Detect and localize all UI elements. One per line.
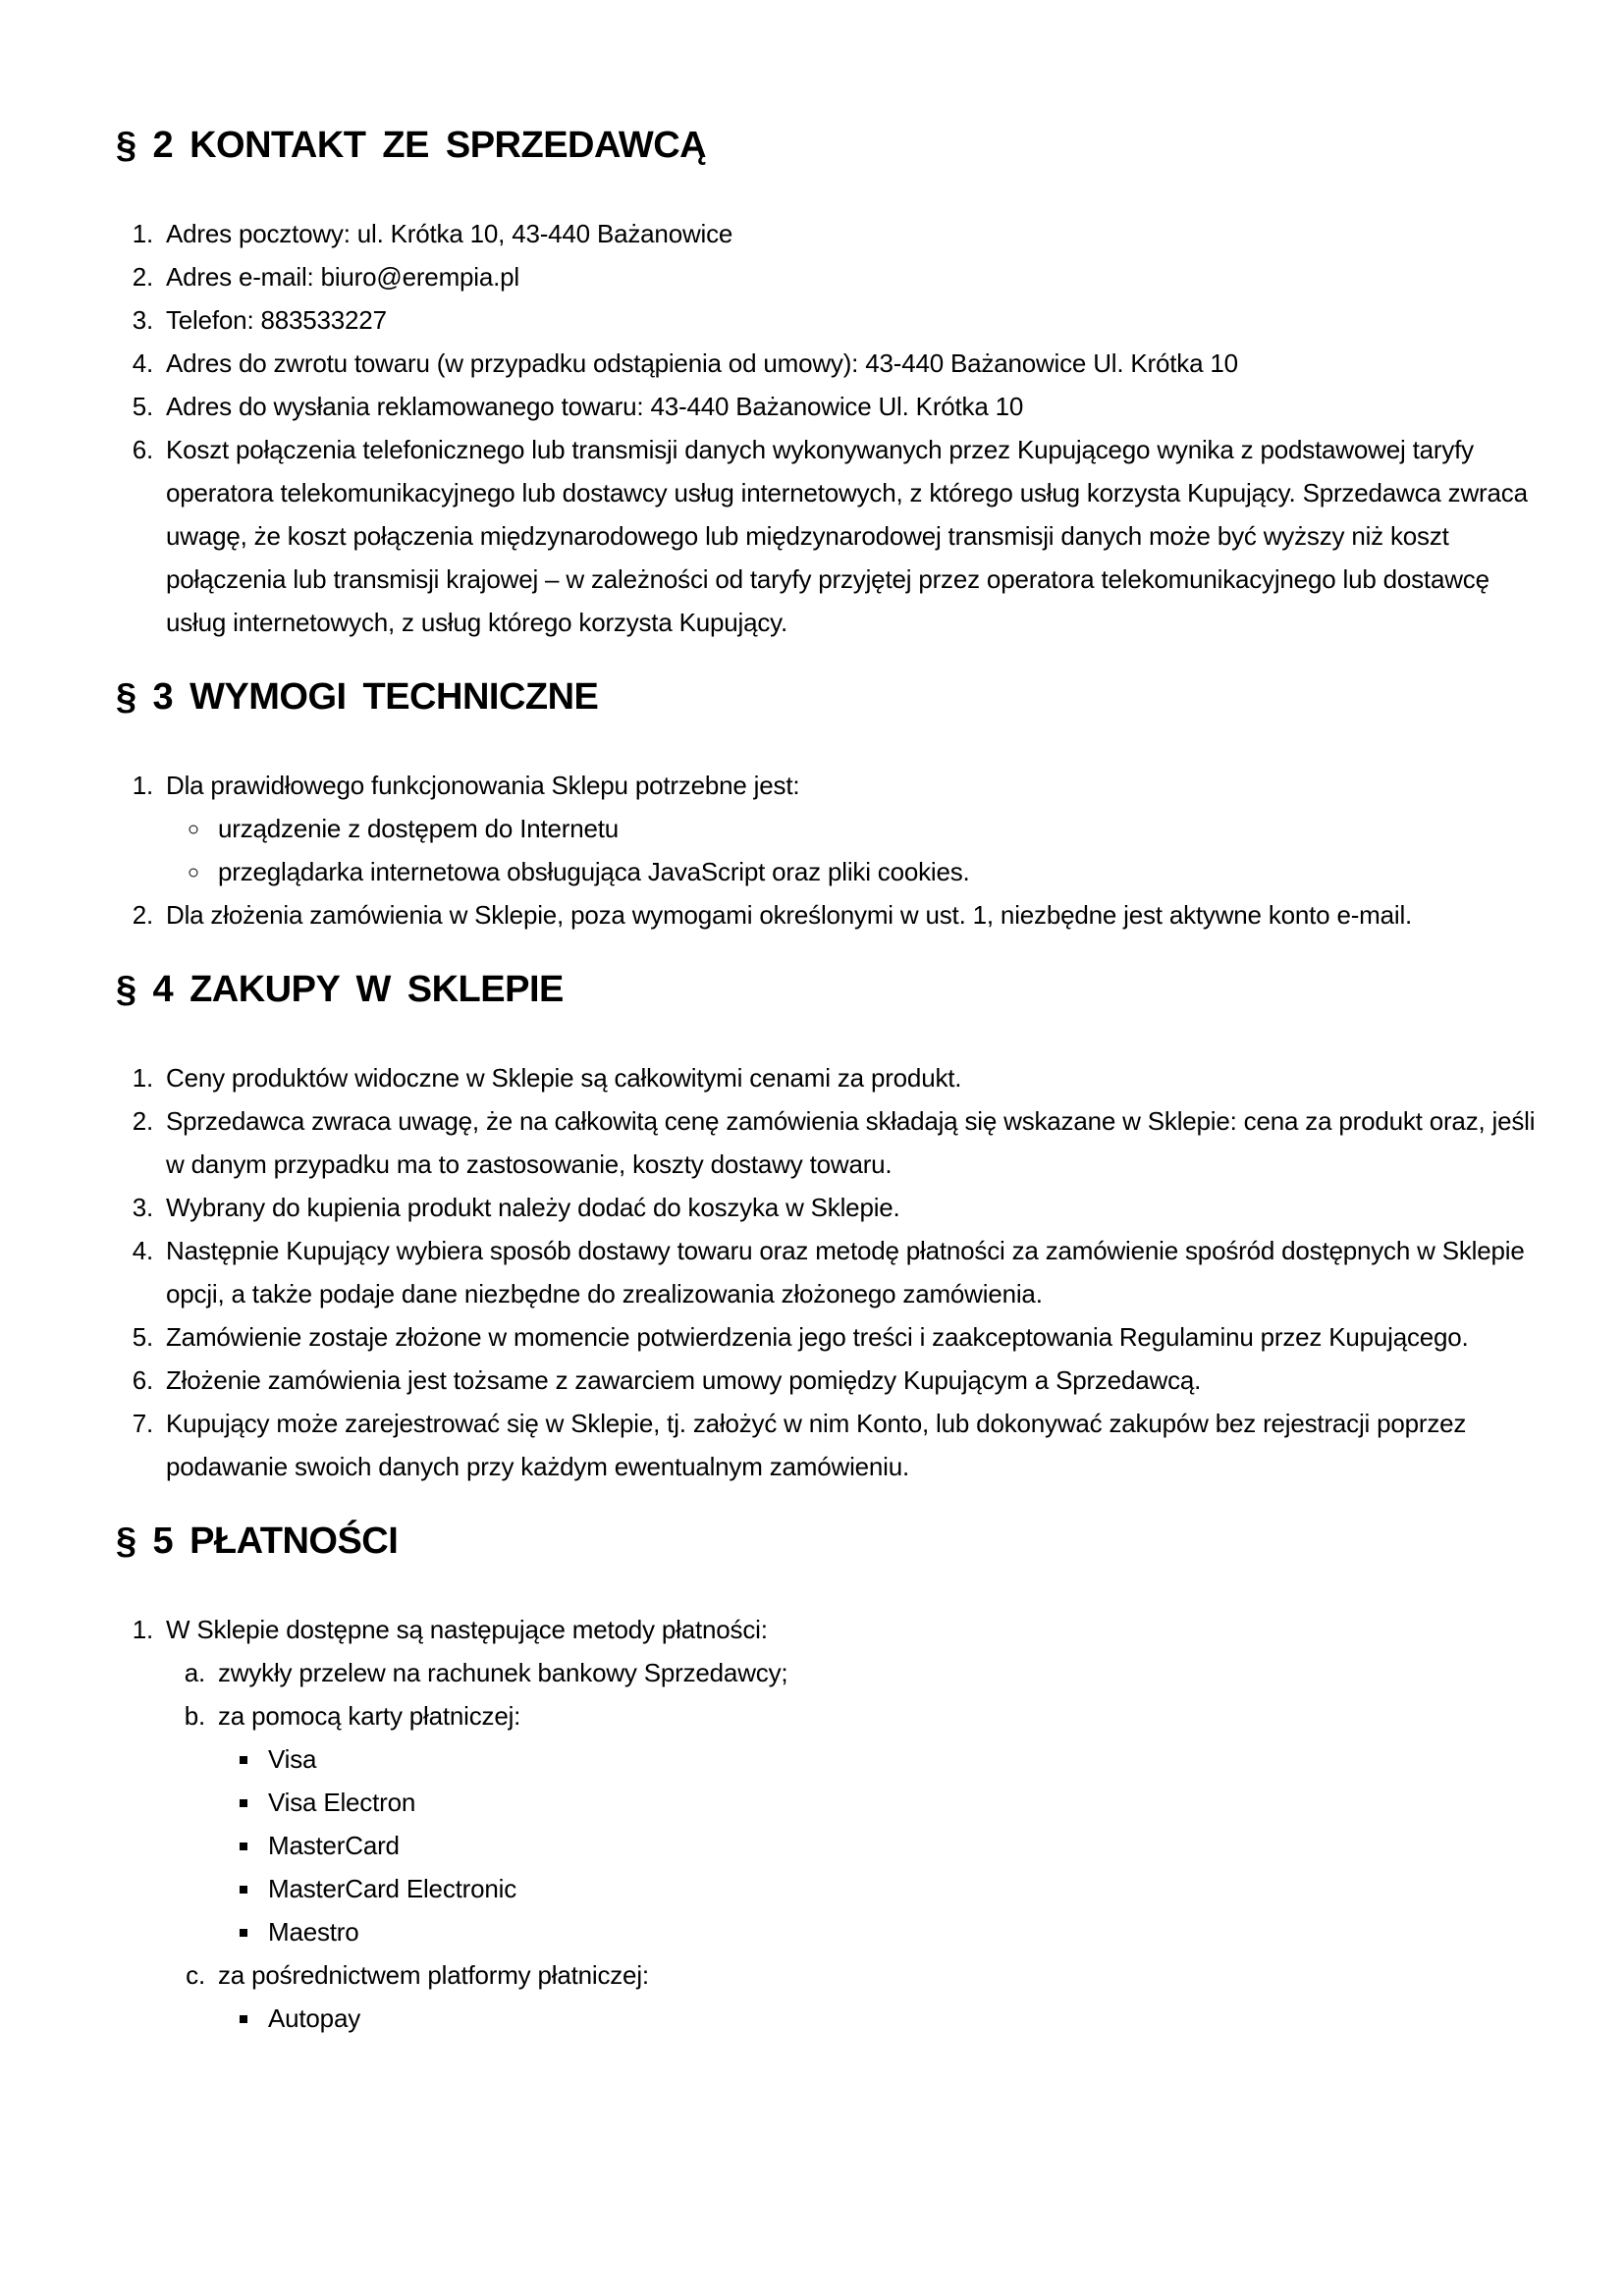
lettered-list [166,1651,1543,2040]
list-item-text: za pomocą karty płatniczej: [218,1701,521,1731]
list-item: 3. Wybrany do kupienia produkt należy dodać do koszyka w Sklepie. [160,1186,1543,1229]
list-item: ▪ Maestro [262,1910,1543,1953]
numbered-list [116,1608,1543,2040]
section-heading: § 3 WYMOGI TECHNICZNE [116,676,599,718]
bullet-list [166,807,1543,893]
section-platnosci [116,1518,1543,2040]
list-item: ▪ MasterCard Electronic [262,1867,1543,1910]
list-item: 5. Adres do wysłania reklamowanego towaru: 43-440 Bażanowice Ul. Krótka 10 [160,385,1543,428]
numbered-list [116,212,1543,644]
list-item: ▪ MasterCard [262,1824,1543,1867]
list-item: ◦ urządzenie z dostępem do Internetu [212,807,1543,850]
bullet-list [218,1997,1543,2040]
section-zakupy-w-sklepie [116,966,1543,1488]
section-wymogi-techniczne [116,673,1543,936]
list-item: a. zwykły przelew na rachunek bankowy Sprzedawcy; [212,1651,1543,1694]
list-item: 6. Złożenie zamówienia jest tożsame z zawarciem umowy pomiędzy Kupującym a Sprzedawcą. [160,1359,1543,1402]
list-item [160,1608,1543,2040]
list-item: 4. Adres do zwrotu towaru (w przypadku odstąpienia od umowy): 43-440 Bażanowice Ul. Krótka 10 [160,342,1543,385]
list-item: ▪ Visa Electron [262,1781,1543,1824]
list-item: 1. Adres pocztowy: ul. Krótka 10, 43-440 Bażanowice [160,212,1543,255]
numbered-list [116,764,1543,936]
list-item: 1. Ceny produktów widoczne w Sklepie są całkowitymi cenami za produkt. [160,1056,1543,1099]
numbered-list [116,1056,1543,1488]
bullet-list [218,1737,1543,1953]
list-item: 5. Zamówienie zostaje złożone w momencie potwierdzenia jego treści i zaakceptowania Regulaminu przez Kupującego. [160,1315,1543,1359]
list-item: 2. Dla złożenia zamówienia w Sklepie, poza wymogami określonymi w ust. 1, niezbędne jest aktywne konto e-mail. [160,893,1543,936]
list-item: ▪ Visa [262,1737,1543,1781]
list-item: 2. Sprzedawca zwraca uwagę, że na całkowitą cenę zamówienia składają się wskazane w Sklepie: cena za produkt oraz, jeśli w danym przypadku ma to zastosowanie, koszty dostawy towaru. [160,1099,1543,1186]
list-item: 3. Telefon: 883533227 [160,298,1543,342]
list-item-text: Dla prawidłowego funkcjonowania Sklepu potrzebne jest: [166,771,800,800]
section-kontakt-ze-sprzedawca [116,122,1543,644]
list-item [160,764,1543,893]
list-item: 7. Kupujący może zarejestrować się w Sklepie, tj. założyć w nim Konto, lub dokonywać zakupów bez rejestracji poprzez podawanie swoich danych przy każdym ewentualnym zamówieniu. [160,1402,1543,1488]
list-item: 2. Adres e-mail: biuro@erempia.pl [160,255,1543,298]
list-item [212,1694,1543,1953]
list-item [212,1953,1543,2040]
list-item: 6. Koszt połączenia telefonicznego lub transmisji danych wykonywanych przez Kupującego wynika z podstawowej taryfy operatora telekomunikacyjnego lub dostawcy usług internetowych, z którego usług korzysta Kupujący. Sprzedawca zwraca uwagę, że koszt połączenia międzynarodowego lub międzynarodowej transmisji danych może być wyższy niż koszt połączenia lub transmisji krajowej – w zależności od taryfy przyjętej przez operatora telekomunikacyjnego lub dostawcę usług internetowych, z usług którego korzysta Kupujący. [160,428,1543,644]
list-item-text: za pośrednictwem platformy płatniczej: [218,1960,649,1990]
list-item: 4. Następnie Kupujący wybiera sposób dostawy towaru oraz metodę płatności za zamówienie spośród dostępnych w Sklepie opcji, a także podaje dane niezbędne do zrealizowania złożonego zamówienia. [160,1229,1543,1315]
list-item: ▪ Autopay [262,1997,1543,2040]
list-item: ◦ przeglądarka internetowa obsługująca JavaScript oraz pliki cookies. [212,850,1543,893]
section-heading: § 5 PŁATNOŚCI [116,1521,399,1562]
section-heading: § 4 ZAKUPY W SKLEPIE [116,969,564,1010]
section-heading: § 2 KONTAKT ZE SPRZEDAWCĄ [116,125,707,166]
list-item-text: W Sklepie dostępne są następujące metody płatności: [166,1615,768,1644]
